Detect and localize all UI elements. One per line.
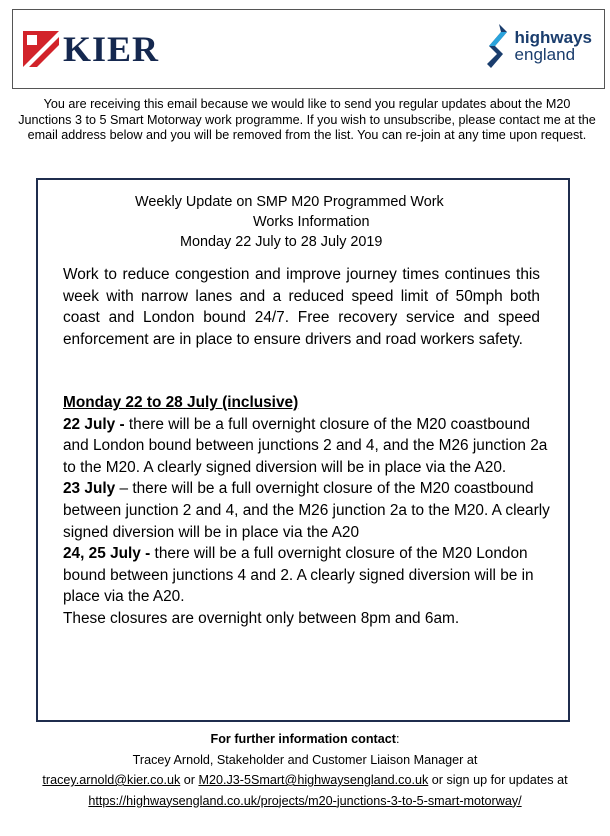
- update-subtitle: Works Information: [253, 214, 370, 230]
- closure-text: – there will be a full overnight closure of the M20 coastbound between junction 2 and 4, and the M26 junction 2a to the M20. A clearly signed diversion will be in place via the A20: [63, 480, 550, 541]
- closure-item: [63, 478, 553, 543]
- schedule-heading: Monday 22 to 28 July (inclusive): [63, 394, 299, 411]
- contact-footer: [30, 729, 580, 811]
- kier-logo-text: KIER: [63, 29, 160, 69]
- footer-heading-colon: :: [395, 732, 400, 746]
- footer-contact-line: Tracey Arnold, Stakeholder and Customer Liaison Manager at: [132, 752, 478, 767]
- update-title: Weekly Update on SMP M20 Programmed Work: [135, 194, 444, 210]
- highways-england-road-icon: [485, 24, 509, 68]
- email-link-kier[interactable]: tracey.arnold@kier.co.uk: [42, 773, 181, 787]
- footer-heading: For further information contact: [210, 732, 396, 746]
- kier-logo: [23, 20, 159, 78]
- closure-schedule: [63, 392, 553, 630]
- closure-text: there will be a full overnight closure of the M20 London bound between junctions 4 and 2. A clearly signed diversion will be in place via the A20.: [63, 545, 534, 606]
- closing-note: These closures are overnight only between 8pm and 6am.: [63, 609, 460, 627]
- closure-date: 22 July -: [63, 415, 129, 433]
- footer-signup-text: or sign up for updates at: [428, 773, 568, 787]
- logo-header: [12, 9, 605, 89]
- highways-england-logo: [485, 24, 592, 68]
- closure-text: there will be a full overnight closure of the M20 coastbound and London bound between junctions 2 and 4, and the M26 junction 2a to the M20. A clearly signed diversion will be in place via the A20.: [63, 415, 548, 476]
- project-url-link[interactable]: https://highwaysengland.co.uk/projects/m20-junctions-3-to-5-smart-motorway/: [88, 793, 522, 808]
- highways-logo-line2: england: [514, 45, 576, 64]
- update-date-range: Monday 22 July to 28 July 2019: [180, 234, 383, 250]
- kier-logo-mark-icon: [23, 31, 59, 67]
- highways-logo-line1: highways: [514, 28, 592, 47]
- weekly-update-box: [36, 178, 570, 722]
- footer-or-text: or: [180, 773, 199, 787]
- intro-text: You are receiving this email because we would like to send you regular updates about the M20 Junctions 3 to 5 Smart Motorway work programme. If you wish to unsubscribe, please contact me at the email address below and you will be removed from the list. You can re-join at any time upon request.: [18, 97, 596, 142]
- closure-item: [63, 414, 553, 479]
- update-paragraph: Work to reduce congestion and improve journey times continues this week with narrow lanes and a reduced speed limit of 50mph both coast and London bound 24/7. Free recovery service and speed enforcement are in place to ensure drivers and road workers safety.: [63, 266, 540, 348]
- closure-date: 24, 25 July -: [63, 545, 155, 563]
- closure-date: 23 July: [63, 480, 116, 498]
- closure-item: [63, 543, 553, 608]
- email-link-highways[interactable]: M20.J3-5Smart@highwaysengland.co.uk: [198, 773, 429, 787]
